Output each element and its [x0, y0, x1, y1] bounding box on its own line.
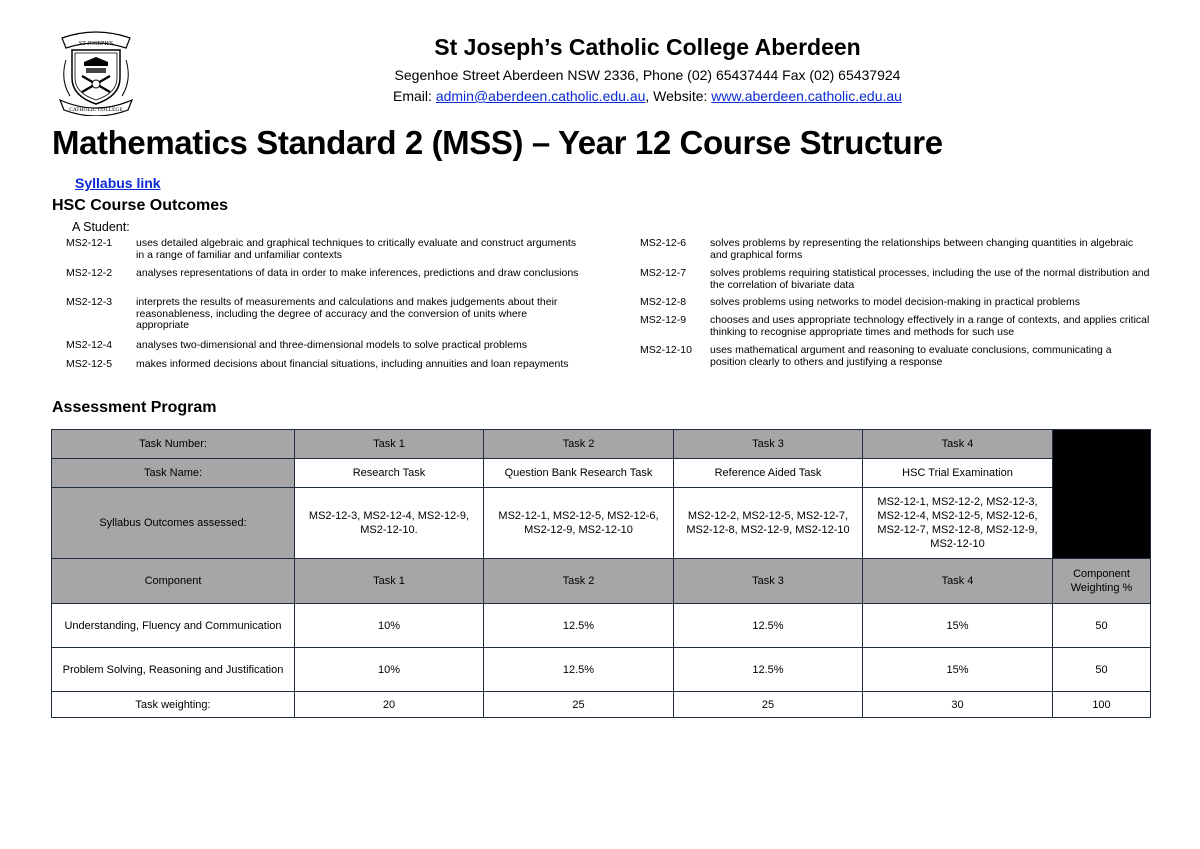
outcome-text: solves problems using networks to model decision-making in practical problems — [710, 296, 1080, 308]
school-name: St Joseph’s Catholic College Aberdeen — [434, 34, 861, 60]
outcome-text: solves problems requiring statistical processes, including the use of the normal distribution and the correlation of bivariate data — [710, 267, 1150, 291]
task-name-cell: Question Bank Research Task — [484, 459, 674, 488]
task-header: Task 2 — [484, 559, 674, 604]
task-name-cell: Reference Aided Task — [674, 459, 863, 488]
value-cell: 12.5% — [674, 648, 863, 692]
task-name-cell: HSC Trial Examination — [863, 459, 1053, 488]
school-address: Segenhoe Street Aberdeen NSW 2336, Phone (02) 65437444 Fax (02) 65437924 — [394, 67, 901, 83]
page-title: Mathematics Standard 2 (MSS) – Year 12 Course Structure — [52, 124, 943, 161]
task-header: Task 3 — [674, 559, 863, 604]
a-student-label: A Student: — [72, 220, 130, 234]
outcome-code: MS2-12-5 — [66, 358, 113, 370]
task-number-cell: Task 4 — [863, 430, 1053, 459]
total-cell: 30 — [863, 692, 1053, 718]
total-cell: 20 — [295, 692, 484, 718]
task-number-cell: Task 1 — [295, 430, 484, 459]
email-link[interactable]: admin@aberdeen.catholic.edu.au — [435, 88, 646, 104]
component-name: Understanding, Fluency and Communication — [52, 604, 295, 648]
value-cell: 15% — [863, 604, 1053, 648]
task-outcomes-cell: MS2-12-3, MS2-12-4, MS2-12-9, MS2-12-10. — [295, 488, 484, 559]
component-header: Component — [52, 559, 295, 604]
blank-black-cell — [1053, 430, 1151, 559]
task-header: Task 1 — [295, 559, 484, 604]
weighting-cell: 50 — [1053, 604, 1151, 648]
value-cell: 12.5% — [484, 604, 674, 648]
website-label: , Website: — [645, 88, 708, 104]
total-cell: 25 — [484, 692, 674, 718]
table-total-row — [52, 692, 1151, 718]
task-outcomes-cell: MS2-12-1, MS2-12-5, MS2-12-6, MS2-12-9, MS2-12-10 — [484, 488, 674, 559]
task-number-label: Task Number: — [52, 430, 295, 459]
school-contact — [360, 88, 935, 104]
outcome-code: MS2-12-10 — [640, 344, 692, 356]
table-row — [52, 604, 1151, 648]
outcome-text: makes informed decisions about financial situations, including annuities and loan repayments — [136, 358, 569, 370]
outcome-code: MS2-12-6 — [640, 237, 687, 249]
outcome-text: uses detailed algebraic and graphical techniques to critically evaluate and construct arguments in a range of familiar and unfamiliar contexts — [136, 237, 577, 261]
outcome-code: MS2-12-2 — [66, 267, 113, 279]
outcome-code: MS2-12-8 — [640, 296, 687, 308]
outcome-text: analyses two-dimensional and three-dimensional models to solve practical problems — [136, 339, 528, 351]
task-number-cell: Task 3 — [674, 430, 863, 459]
table-header-row — [52, 559, 1151, 604]
task-outcomes-cell: MS2-12-1, MS2-12-2, MS2-12-3, MS2-12-4, MS2-12-5, MS2-12-6, MS2-12-7, MS2-12-8, MS2-12-9, MS2-12-10 — [863, 488, 1053, 559]
outcome-code: MS2-12-3 — [66, 296, 113, 308]
outcome-text: solves problems by representing the relationships between changing quantities in algebraic and graphical forms — [710, 237, 1134, 261]
outcome-code: MS2-12-7 — [640, 267, 687, 279]
value-cell: 12.5% — [484, 648, 674, 692]
assessment-table — [51, 429, 1151, 718]
outcome-code: MS2-12-9 — [640, 314, 687, 326]
task-header: Task 4 — [863, 559, 1053, 604]
table-row — [52, 459, 1151, 488]
value-cell: 15% — [863, 648, 1053, 692]
outcome-text: interprets the results of measurements and calculations and makes judgements about their reasonableness, including the degree of accuracy and the conversion of units where appropriate — [136, 296, 558, 331]
task-name-cell: Research Task — [295, 459, 484, 488]
task-number-cell: Task 2 — [484, 430, 674, 459]
outcome-text: uses mathematical argument and reasoning to evaluate conclusions, communicating a position clearly to others and justifying a response — [710, 344, 1112, 368]
crest-motto-bottom: CATHOLIC COLLEGE — [69, 107, 123, 113]
value-cell: 10% — [295, 604, 484, 648]
total-label: Task weighting: — [52, 692, 295, 718]
total-cell: 25 — [674, 692, 863, 718]
value-cell: 10% — [295, 648, 484, 692]
weighting-cell: 50 — [1053, 648, 1151, 692]
outcome-code: MS2-12-4 — [66, 339, 113, 351]
outcomes-heading: HSC Course Outcomes — [52, 197, 229, 214]
assessment-heading: Assessment Program — [52, 399, 217, 416]
table-row — [52, 430, 1151, 459]
outcome-code: MS2-12-1 — [66, 237, 113, 249]
total-weighting-cell: 100 — [1053, 692, 1151, 718]
value-cell: 12.5% — [674, 604, 863, 648]
outcome-text: analyses representations of data in order to make inferences, predictions and draw conclusions — [136, 267, 579, 279]
task-name-label: Task Name: — [52, 459, 295, 488]
component-name: Problem Solving, Reasoning and Justification — [52, 648, 295, 692]
outcome-text: chooses and uses appropriate technology effectively in a range of contexts, and applies critical thinking to recognise appropriate times and methods for such use — [710, 314, 1150, 338]
school-crest-logo — [56, 30, 136, 116]
crest-motto-top: ST JOSEPH'S — [78, 41, 114, 47]
syllabus-link[interactable]: Syllabus link — [75, 175, 161, 191]
task-outcomes-cell: MS2-12-2, MS2-12-5, MS2-12-7, MS2-12-8, MS2-12-9, MS2-12-10 — [674, 488, 863, 559]
weighting-header: Component Weighting % — [1053, 559, 1151, 604]
table-row — [52, 648, 1151, 692]
website-link[interactable]: www.aberdeen.catholic.edu.au — [711, 88, 902, 104]
email-label: Email: — [393, 88, 432, 104]
outcomes-assessed-label: Syllabus Outcomes assessed: — [52, 488, 295, 559]
table-row — [52, 488, 1151, 559]
